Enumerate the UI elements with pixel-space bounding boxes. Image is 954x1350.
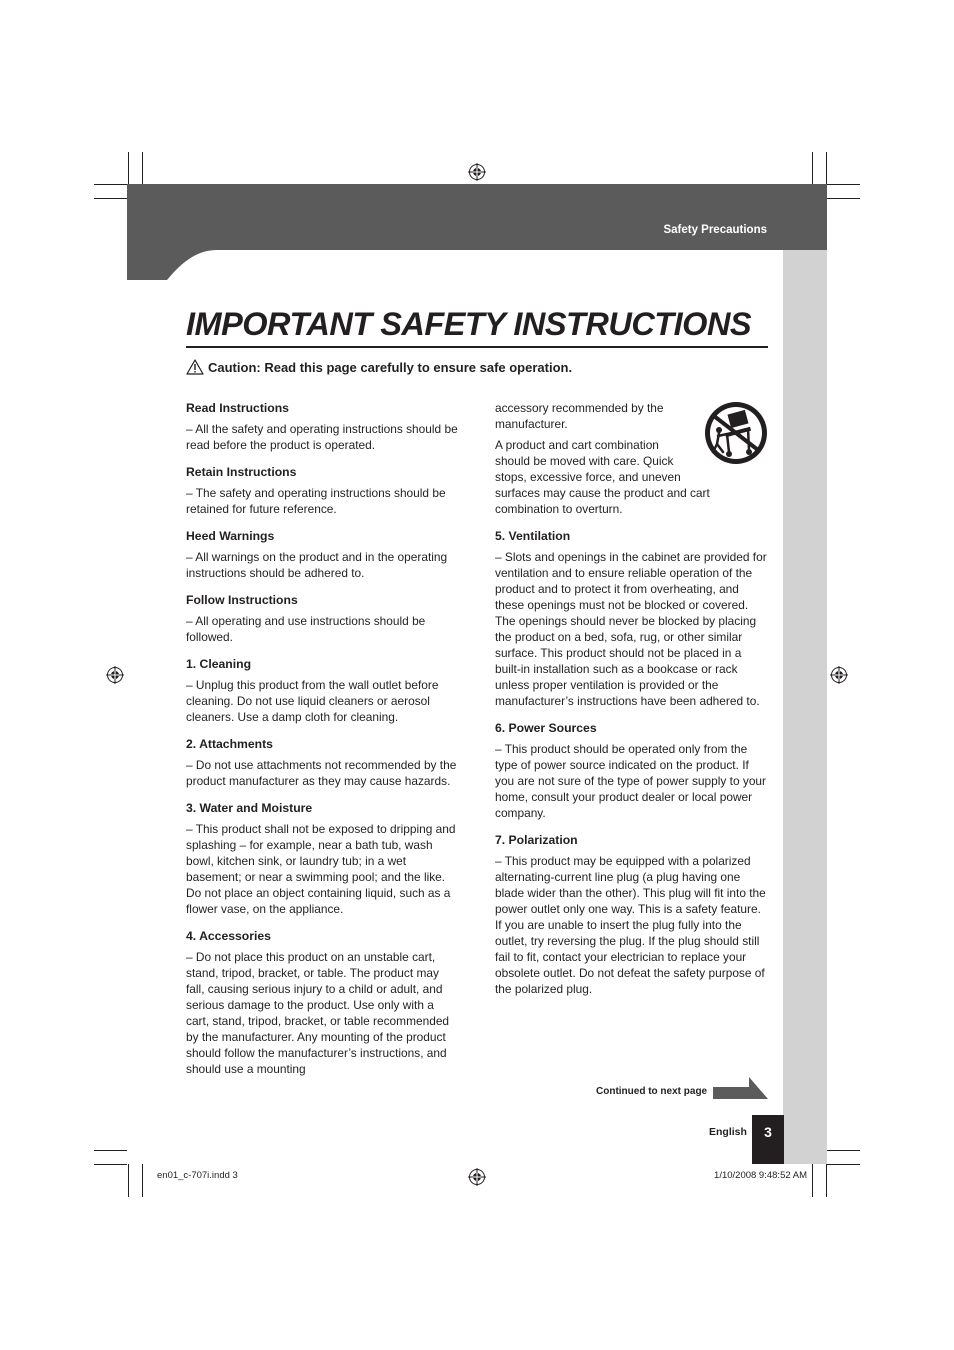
warning-triangle-icon: [186, 359, 204, 375]
registration-mark-icon: [106, 666, 124, 684]
section-body: – All operating and use instructions should be followed.: [186, 614, 426, 644]
section-label: Safety Precautions: [663, 224, 767, 236]
section-heading: Read Instructions: [186, 401, 289, 415]
crop-mark: [812, 152, 813, 184]
section-body: – All the safety and operating instructions should be read before the product is operated.: [186, 422, 458, 452]
section-body: – This product should be operated only from the type of power source indicated on the product. If you are not sure of the type of power supply to your home, consult your product dealer or local power company.: [495, 742, 766, 820]
section-heading: 3. Water and Moisture: [186, 801, 313, 815]
section-heading: 6. Power Sources: [495, 721, 597, 735]
section-heading: 7. Polarization: [495, 833, 578, 847]
accessories-continued-text: accessory recommended by the manufacturer.: [495, 401, 664, 431]
crop-mark: [827, 1164, 860, 1165]
crop-mark: [94, 1150, 127, 1151]
continued-label: Continued to next page: [596, 1086, 708, 1097]
section-heading: 1. Cleaning: [186, 657, 252, 671]
next-page-arrow-icon: [713, 1077, 768, 1101]
section-body: – Do not place this product on an unstable cart, stand, tripod, bracket, or table. The product may fall, causing serious injury to a child or adult, and serious damage to the product. Use only with a cart, stand, tripod, bracket, or table recommended by the manufacturer. Any mounting of the product should follow the manufacturer’s instructions, and should use a mounting: [186, 950, 450, 1076]
caution-text: Caution: Read this page carefully to ensure safe operation.: [208, 359, 573, 375]
crop-mark: [142, 152, 143, 184]
section-body: – This product may be equipped with a polarized alternating-current line plug (a plug having one blade wider than the other). This plug will fit into the power outlet only one way. This is a safety feature. If you are unable to insert the plug fully into the outlet, try reversing the plug. If the plug should still fail to fit, contact your electrician to replace your obsolete outlet. Do not defeat the safety purpose of the polarized plug.: [495, 854, 766, 996]
section-heading: Heed Warnings: [186, 529, 275, 543]
page-number: 3: [752, 1115, 784, 1164]
registration-mark-icon: [468, 163, 486, 181]
registration-mark-icon: [830, 666, 848, 684]
section-heading: Follow Instructions: [186, 593, 298, 607]
section-body: – Slots and openings in the cabinet are provided for ventilation and to ensure reliable operation of the product and to protect it from overheating, and these openings must not be blocked or covered. The openings should never be blocked by placing the product on a bed, sofa, rug, or other similar surface. This product should not be placed in a built-in installation such as a bookcase or rack unless proper ventilation is provided or the manufacturer’s instructions have been adhered to.: [495, 550, 767, 708]
page-title: IMPORTANT SAFETY INSTRUCTIONS: [186, 306, 752, 342]
cart-tip-over-warning-icon: [703, 400, 769, 466]
side-strip: [783, 250, 827, 1164]
crop-mark: [94, 1164, 127, 1165]
language-label: English: [709, 1126, 747, 1138]
header-tab-shape: [127, 250, 217, 280]
crop-mark: [827, 1150, 860, 1151]
section-heading: 2. Attachments: [186, 737, 273, 751]
crop-mark: [94, 198, 127, 199]
section-body: – All warnings on the product and in the operating instructions should be adhered to.: [186, 550, 448, 580]
section-heading: 4. Accessories: [186, 929, 271, 943]
section-body: – Unplug this product from the wall outlet before cleaning. Do not use liquid cleaners or aerosol cleaners. Use a damp cloth for cleaning.: [186, 678, 439, 724]
section-body: – The safety and operating instructions should be retained for future reference.: [186, 486, 446, 516]
right-column: [495, 400, 769, 1008]
header-band: [127, 184, 827, 250]
left-column: [186, 400, 460, 1088]
crop-mark: [128, 1164, 129, 1197]
slug-date-info: 1/10/2008 9:48:52 AM: [714, 1170, 807, 1181]
crop-mark: [142, 1164, 143, 1197]
section-body: – This product shall not be exposed to dripping and splashing – for example, near a bath tub, wash bowl, kitchen sink, or laundry tub; in a wet basement; or near a swimming pool; and the like. Do not place an object containing liquid, such as a flower vase, on the appliance.: [186, 822, 456, 916]
crop-mark: [812, 1164, 813, 1197]
section-heading: 5. Ventilation: [495, 529, 571, 543]
crop-mark: [826, 152, 827, 184]
slug-file-info: en01_c-707i.indd 3: [157, 1170, 238, 1181]
caution-banner: [186, 359, 572, 375]
title-rule: [186, 346, 768, 348]
registration-mark-icon: [468, 1168, 486, 1186]
section-body: – Do not use attachments not recommended by the product manufacturer as they may cause hazards.: [186, 758, 457, 788]
crop-mark: [827, 184, 860, 185]
cart-warning-text: A product and cart combination should be moved with care. Quick stops, excessive force, and uneven surfaces may cause the product and cart combination to overturn.: [495, 438, 710, 516]
crop-mark: [827, 198, 860, 199]
section-heading: Retain Instructions: [186, 465, 297, 479]
crop-mark: [128, 152, 129, 184]
crop-mark: [94, 184, 127, 185]
crop-mark: [826, 1164, 827, 1197]
